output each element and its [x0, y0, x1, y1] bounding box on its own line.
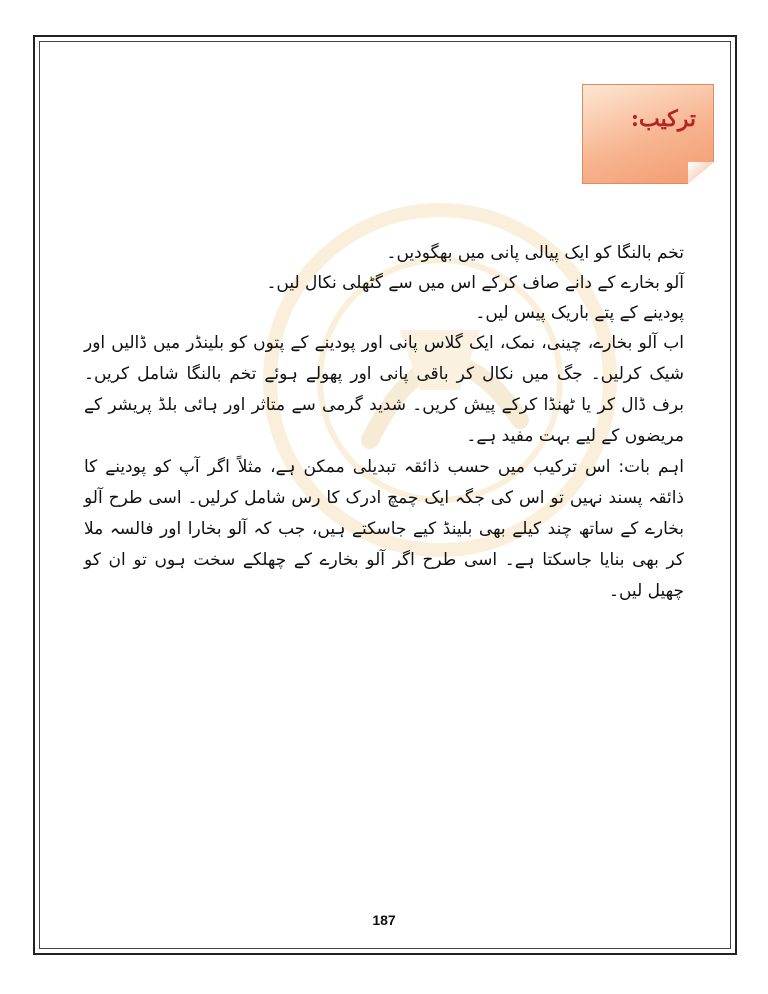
important-note-paragraph: اہم بات: اس ترکیب میں حسب ذائقہ تبدیلی ممکن ہے، مثلاً اگر آپ کو پودینے کا ذائقہ پسند نہیں تو اس کی جگہ ایک چمچ ادرک کا رس شامل کرلیں۔ اسی طرح آلو بخارے کے ساتھ چند کیلے بھی بلینڈ کیے جاسکتے ہیں، جب کہ آلو بخارا اور فالسہ ملا کر بھی بنایا جاسکتا ہے۔ اسی طرح اگر آلو بخارے کے چھلکے سخت ہوں تو ان کو چھیل لیں۔: [84, 457, 684, 601]
page-number: 187: [372, 912, 396, 928]
note-page-curl: [688, 162, 714, 184]
section-title: ترکیب:: [630, 106, 696, 132]
instruction-paragraph: اب آلو بخارے، چینی، نمک، ایک گلاس پانی اور پودینے کے پتوں کو بلینڈر میں ڈالیں اور شیک کرلیں۔ جگ میں نکال کر باقی پانی اور پھولے ہوئے تخم بالنگا شامل کریں۔ برف ڈال کر یا ٹھنڈا کرکے پیش کریں۔ شدید گرمی سے متاثر اور ہائی بلڈ پریشر کے مریضوں کے لیے بہت مفید ہے۔: [84, 333, 684, 446]
section-title-note: [582, 84, 714, 184]
recipe-text: [84, 238, 684, 607]
step-line: پودینے کے پتے باریک پیس لیں۔: [475, 303, 684, 323]
step-line: آلو بخارے کے دانے صاف کرکے اس میں سے گٹھلی نکال لیں۔: [266, 273, 684, 293]
step-line: تخم بالنگا کو ایک پیالی پانی میں بھگودیں۔: [386, 243, 684, 263]
